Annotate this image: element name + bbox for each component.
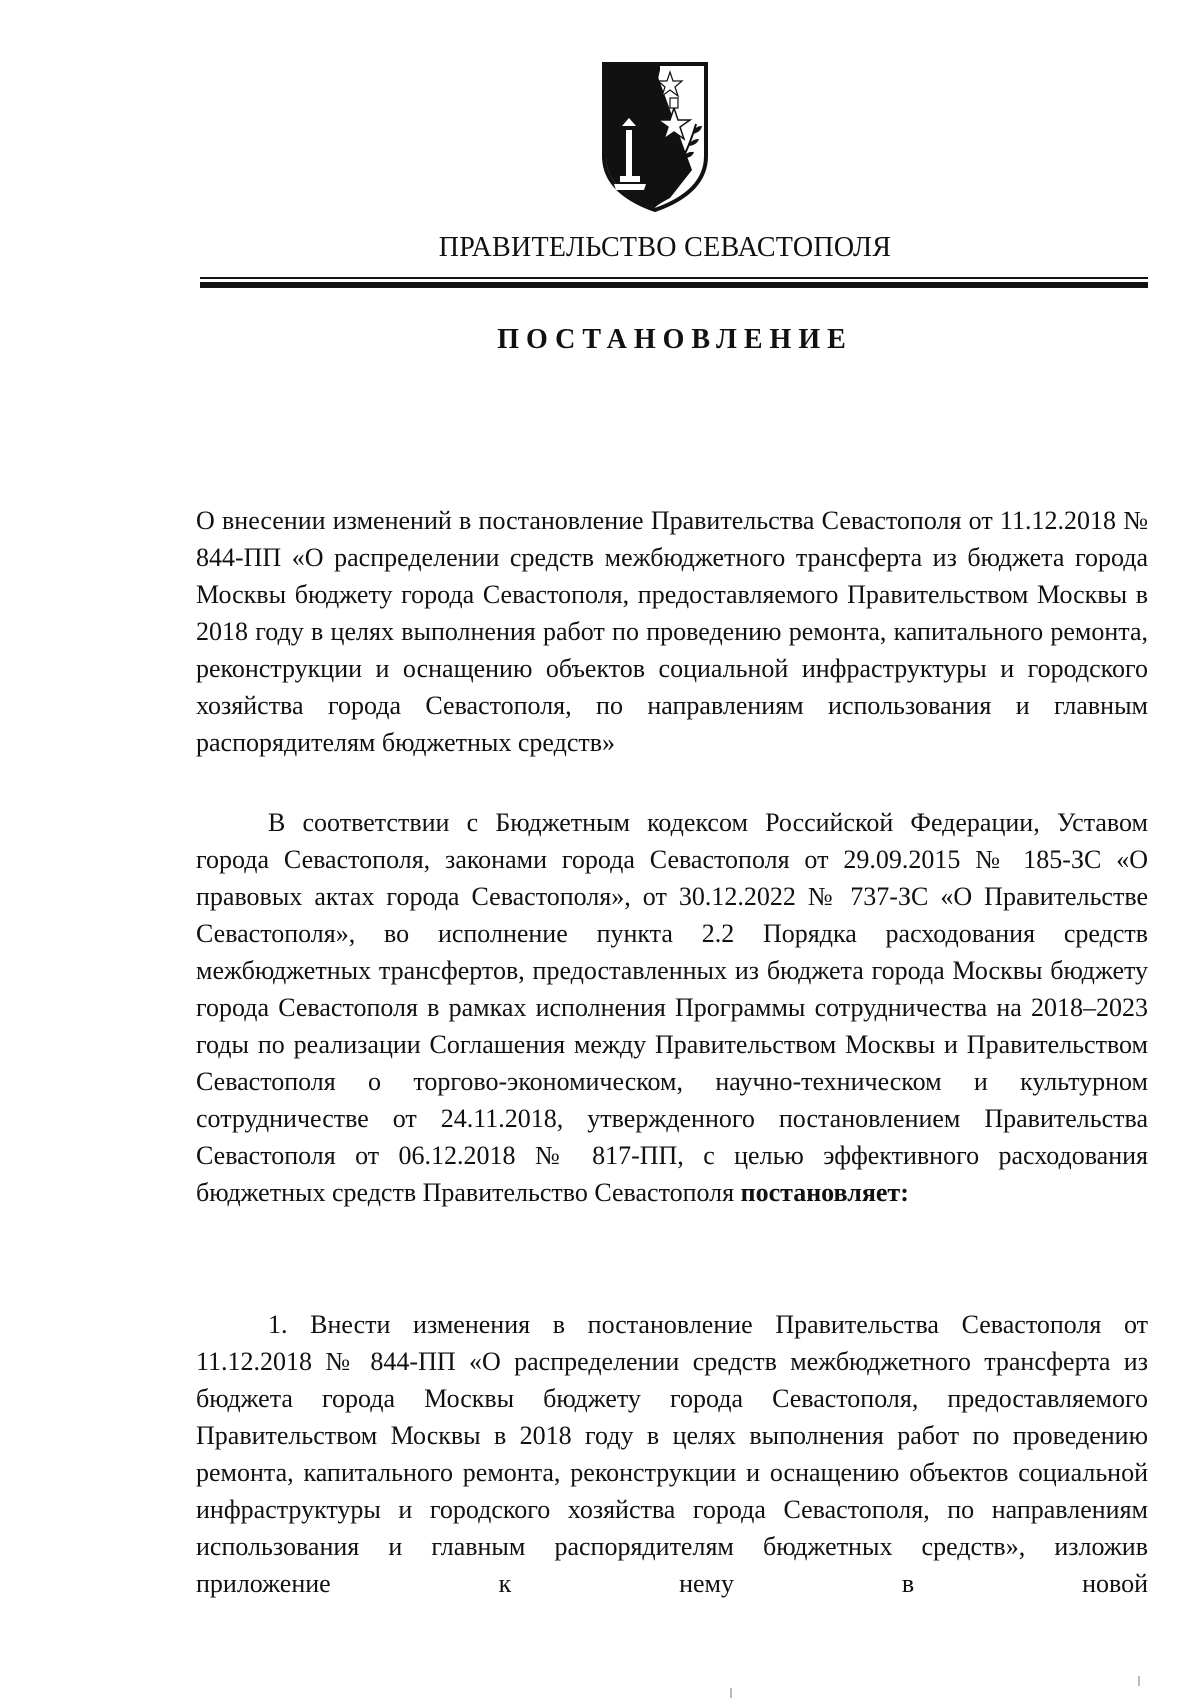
document-title: О внесении изменений в постановление Правительства Севастополя от 11.12.2018 № 844-ПП «О распределении средств межбюджетного трансферта из бюджета города Москвы бюджету города Севастополя, предоставляемого Правительством Москвы в 2018 году в целях выполнения работ по проведению ремонта, капитального ремонта, реконструкции и оснащению объектов социальной инфраструктуры и городского хозяйства города Севастополя, по направлениям использования и главным распорядителям бюджетных средств» [196, 506, 1148, 757]
resolves-keyword: постановляет: [740, 1178, 909, 1207]
sevastopol-coat-of-arms-icon [600, 60, 710, 212]
government-name: ПРАВИТЕЛЬСТВО СЕВАСТОПОЛЯ [438, 232, 892, 263]
point-1-paragraph: 1. Внести изменения в постановление Правительства Севастополя от 11.12.2018 № 844-ПП «О распределении средств межбюджетного трансферта из бюджета города Москвы бюджету города Севастополя, предоставляемого Правительством Москвы в 2018 году в целях выполнения работ по проведению ремонта, капитального ремонта, реконструкции и оснащению объектов социальной инфраструктуры и городского хозяйства города Севастополя, по направлениям использования и главным распорядителям бюджетных средств», изложив приложение к нему в новой [196, 1310, 1148, 1598]
scan-speck [1138, 1676, 1140, 1686]
header-rule-thick [200, 282, 1148, 288]
preamble-text: В соответствии с Бюджетным кодексом Российской Федерации, Уставом города Севастополя, законами города Севастополя от 29.09.2015 № 185-ЗС «О правовых актах города Севастополя», от 30.12.2022 № 737-ЗС «О Правительстве Севастополя», во исполнение пункта 2.2 Порядка расходования средств межбюджетных трансфертов, предоставленных из бюджета города Москвы бюджету города Севастополя в рамках исполнения Программы сотрудничества на 2018–2023 годы по реализации Соглашения между Правительством Москвы и Правительством Севастополя о торгово-экономическом, научно-техническом и культурном сотрудничестве от 24.11.2018, утвержденного постановлением Правительства Севастополя от 06.12.2018 № 817-ПП, с целью эффективного расходования бюджетных средств Правительство Севастополя [196, 808, 1148, 1207]
scan-speck [730, 1688, 732, 1698]
preamble-paragraph [196, 804, 1148, 1211]
document-type-title: ПОСТАНОВЛЕНИЕ [497, 324, 853, 355]
header-rule-thin [200, 277, 1148, 279]
